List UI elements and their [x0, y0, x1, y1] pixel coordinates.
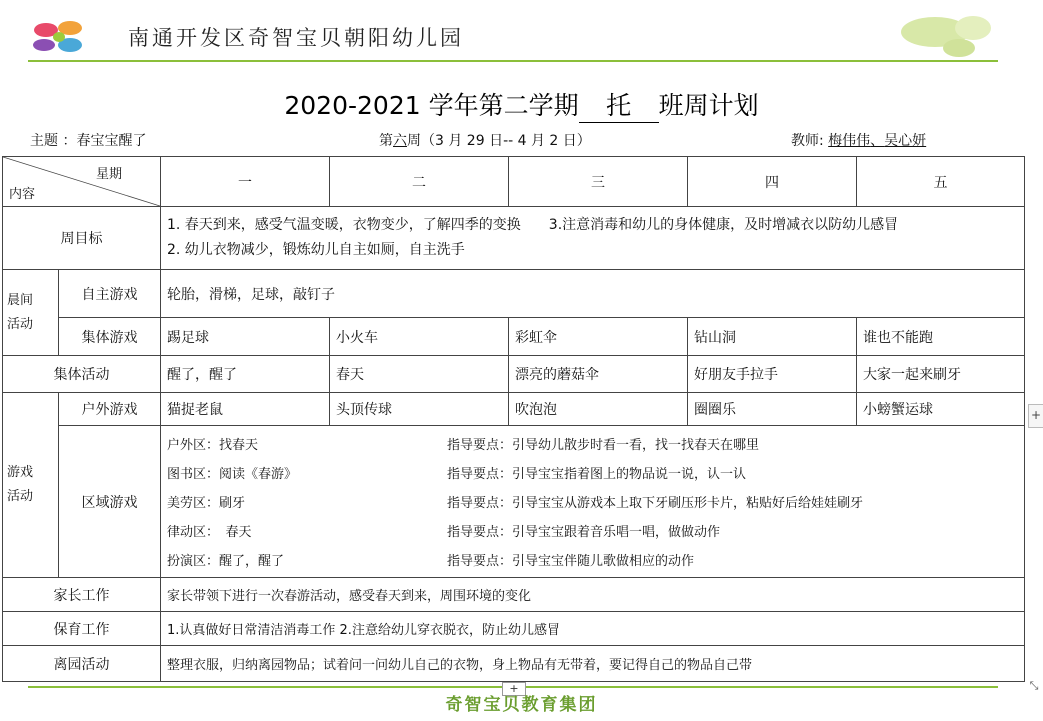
- game-activity-label: [3, 393, 59, 578]
- zone-area: 美劳区：刷牙: [167, 496, 246, 511]
- corner-weekday-label: 星期: [95, 167, 122, 182]
- free-play-row: [3, 270, 1025, 318]
- add-column-button[interactable]: +: [1028, 404, 1043, 428]
- parent-work-row: [3, 578, 1025, 612]
- day-header: 一: [161, 157, 330, 207]
- parent-work-label: 家长工作: [3, 578, 161, 612]
- leave-activity-row: [3, 646, 1025, 682]
- zone-guide: 指导要点：引导宝宝伴随儿歌做相应的动作: [447, 554, 695, 569]
- resize-handle-icon[interactable]: ⤡: [1029, 679, 1039, 692]
- teacher-label: 教师:: [791, 133, 824, 149]
- header-divider: [28, 60, 998, 62]
- group-activity-cell: 好朋友手拉手: [688, 356, 857, 393]
- teacher-line: [791, 130, 926, 150]
- care-work-text: 1.认真做好日常清洁消毒工作 2.注意给幼儿穿衣脱衣，防止幼儿感冒: [161, 612, 1025, 646]
- corner-cell: [3, 157, 161, 207]
- week-prefix: 第: [379, 133, 393, 149]
- zone-game-label: 区域游戏: [59, 426, 161, 578]
- zone-game-row: [3, 426, 1025, 578]
- zone-item: [167, 545, 1018, 574]
- outdoor-game-cell: 吹泡泡: [509, 393, 688, 426]
- day-header: 四: [688, 157, 857, 207]
- leaf-decoration: [895, 10, 995, 60]
- zone-game-list: [161, 426, 1025, 578]
- parent-work-text: 家长带领下进行一次春游活动，感受春天到来，周围环境的变化: [161, 578, 1025, 612]
- zone-area: 扮演区：醒了，醒了: [167, 554, 285, 569]
- outdoor-game-label: 户外游戏: [59, 393, 161, 426]
- zone-item: [167, 516, 1018, 545]
- zone-guide: 指导要点：引导幼儿散步时看一看，找一找春天在哪里: [447, 438, 760, 453]
- zone-item: [167, 458, 1018, 487]
- free-play-label: 自主游戏: [59, 270, 161, 318]
- header-row: [3, 157, 1025, 207]
- weekly-goal-row: [3, 207, 1025, 270]
- group-game-cell: 彩虹伞: [509, 318, 688, 356]
- plan-title: [0, 86, 1043, 123]
- free-play-text: 轮胎，滑梯，足球，敲钉子: [161, 270, 1025, 318]
- weekly-plan-table: [2, 156, 1025, 682]
- title-suffix: 班周计划: [658, 91, 759, 120]
- flower-logo: [30, 18, 100, 56]
- zone-guide: 指导要点：引导宝宝跟着音乐唱一唱，做做动作: [447, 525, 721, 540]
- care-work-label: 保育工作: [3, 612, 161, 646]
- group-activity-cell: 大家一起来刷牙: [857, 356, 1025, 393]
- week-range: 周（3 月 29 日-- 4 月 2 日）: [407, 133, 591, 149]
- zone-area: 户外区：找春天: [167, 438, 259, 453]
- zone-item: [167, 429, 1018, 458]
- day-header: 二: [330, 157, 509, 207]
- zone-item: [167, 487, 1018, 516]
- weekly-goal-line: 2. 幼儿衣物减少，锻炼幼儿自主如厕，自主洗手: [167, 242, 465, 258]
- group-game-cell: 踢足球: [161, 318, 330, 356]
- page-header: [0, 0, 1043, 70]
- group-activity-cell: 漂亮的蘑菇伞: [509, 356, 688, 393]
- zone-area: 图书区：阅读《春游》: [167, 467, 298, 482]
- outdoor-game-cell: 圈圈乐: [688, 393, 857, 426]
- group-game-cell: 谁也不能跑: [857, 318, 1025, 356]
- outdoor-game-cell: 头顶传球: [330, 393, 509, 426]
- group-activity-cell: 醒了，醒了: [161, 356, 330, 393]
- title-grade: 托: [579, 86, 659, 123]
- school-name: 南通开发区奇智宝贝朝阳幼儿园: [128, 26, 464, 50]
- leave-activity-text: 整理衣服，归纳离园物品；试着问一问幼儿自己的衣物，身上物品有无带着，要记得自己的物品自己带: [161, 646, 1025, 682]
- teacher-sep: 、: [870, 133, 885, 149]
- zone-area: 律动区： 春天: [167, 525, 252, 540]
- week-number: 六: [393, 133, 407, 149]
- outdoor-game-cell: 猫捉老鼠: [161, 393, 330, 426]
- outdoor-game-row: [3, 393, 1025, 426]
- group-game-cell: 钻山洞: [688, 318, 857, 356]
- day-header: 五: [857, 157, 1025, 207]
- game-activity-text: 游戏活动: [7, 465, 34, 504]
- group-activity-label: 集体活动: [3, 356, 161, 393]
- group-game-label: 集体游戏: [59, 318, 161, 356]
- theme-label: 主题 ：: [30, 133, 77, 149]
- title-term: 2020-2021 学年第二学期: [284, 91, 579, 120]
- zone-guide: 指导要点：引导宝宝从游戏本上取下牙刷压形卡片，粘贴好后给娃娃刷牙: [447, 496, 864, 511]
- weekly-goal-label: 周目标: [3, 207, 161, 270]
- teacher-1: 梅伟伟: [828, 133, 871, 149]
- group-activity-row: [3, 356, 1025, 393]
- group-game-row: [3, 318, 1025, 356]
- week-line: [379, 130, 591, 150]
- add-row-button[interactable]: +: [502, 682, 526, 696]
- theme-value: 春宝宝醒了: [76, 133, 147, 149]
- leave-activity-label: 离园活动: [3, 646, 161, 682]
- teacher-2: 吴心妍: [884, 133, 927, 149]
- corner-content-label: 内容: [9, 187, 36, 202]
- morning-activity-text: 晨间活动: [7, 292, 34, 332]
- morning-activity-label: [3, 270, 59, 356]
- group-activity-cell: 春天: [330, 356, 509, 393]
- group-game-cell: 小火车: [330, 318, 509, 356]
- weekly-goal-line: 1. 春天到来，感受气温变暖，衣物变少，了解四季的变换 3.注意消毒和幼儿的身体健康，及时增减衣以防幼儿感冒: [167, 217, 899, 233]
- weekly-goal-text: [161, 207, 1025, 270]
- care-work-row: [3, 612, 1025, 646]
- zone-guide: 指导要点：引导宝宝指着图上的物品说一说，认一认: [447, 467, 747, 482]
- footer-group-name: 奇智宝贝教育集团: [445, 695, 598, 715]
- day-header: 三: [509, 157, 688, 207]
- outdoor-game-cell: 小螃蟹运球: [857, 393, 1025, 426]
- theme-line: [30, 130, 146, 150]
